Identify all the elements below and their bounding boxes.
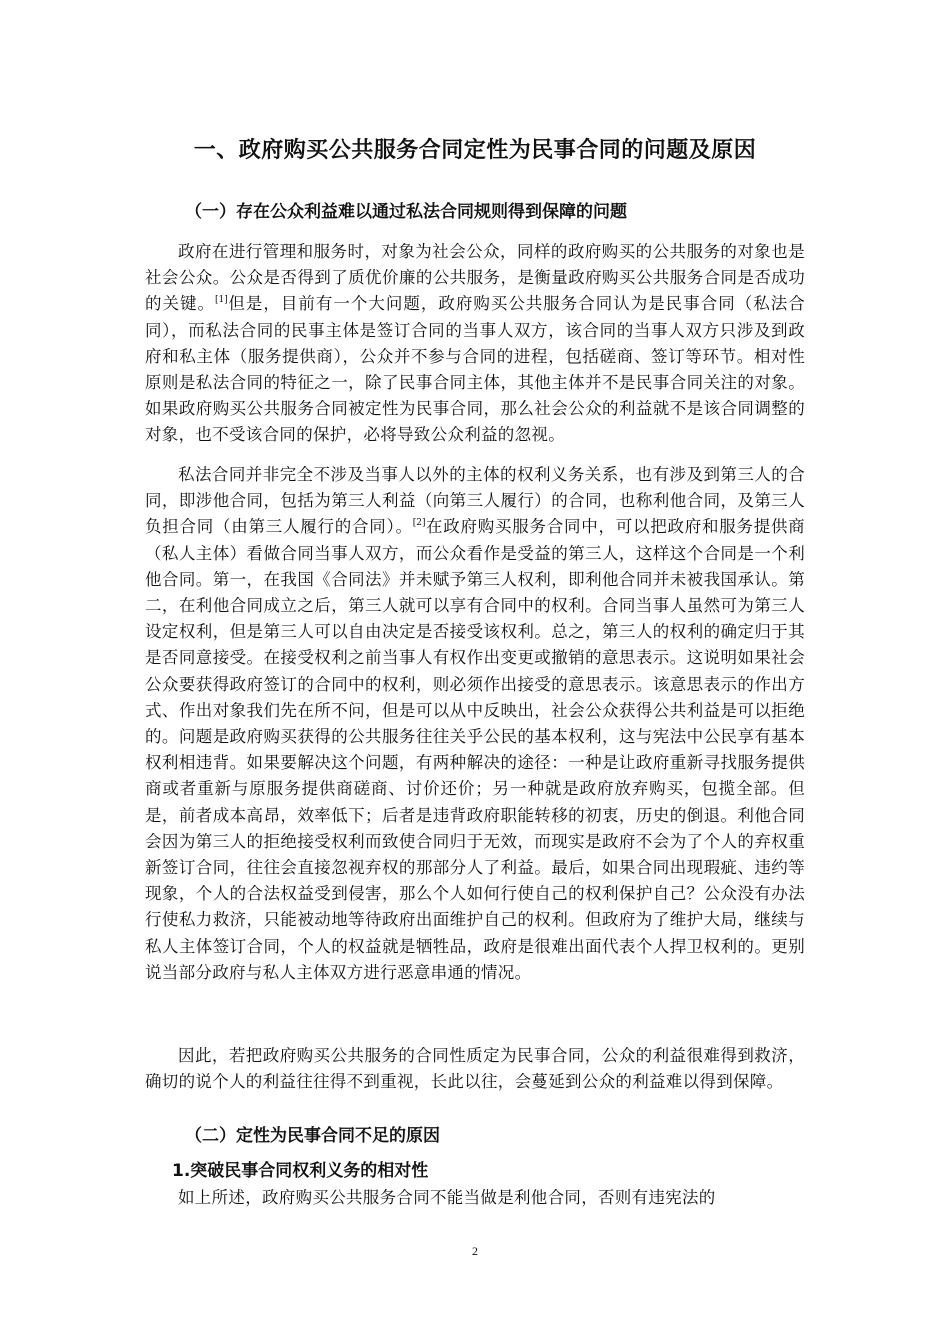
paragraph-2 — [145, 462, 805, 986]
section-title-1: （一）存在公众利益难以通过私法合同规则得到保障的问题 — [185, 202, 627, 222]
paragraph-2-text-a: 私法合同并非完全不涉及当事人以外的主体的权利义务关系，也有涉及到第三人的合同，即涉他合同，包括为第三人利益（向第三人履行）的合同，也称利他合同，及第三人负担合同（由第三人履行的合同）。 — [145, 465, 805, 537]
paragraph-1 — [145, 239, 805, 449]
citation-1[interactable]: [1] — [214, 295, 228, 306]
paragraph-4: 如上所述，政府购买公共服务合同不能当做是利他合同，否则有违宪法的 — [178, 1188, 716, 1207]
paragraph-1-text-b: 但是，目前有一个大问题，政府购买公共服务合同认为是民事合同（私法合同），而私法合同的民事主体是签订合同的当事人双方，该合同的当事人双方只涉及到政府和私主体（服务提供商），公众并不参与合同的进程，包括磋商、签订等环节。相对性原则是私法合同的特征之一，除了民事合同主体，其他主体并不是民事合同关注的对象。如果政府购买公共服务合同被定性为民事合同，那么社会公众的利益就不是该合同调整的对象，也不受该合同的保护，必将导致公众利益的忽视。 — [145, 294, 806, 445]
paragraph-1-text-a: 政府在进行管理和服务时，对象为社会公众，同样的政府购买的公共服务的对象也是社会公众。公众是否得到了质优价廉的公共服务，是衡量政府购买公共服务合同是否成功的关键。 — [145, 242, 805, 314]
paragraph-2-text-b: 在政府购买服务合同中，可以把政府和服务提供商（私人主体）看做合同当事人双方，而公众看作是受益的第三人，这样这个合同是一个利他合同。第一，在我国《合同法》并未赋予第三人权利，即利他合同并未被我国承认。第二，在利他合同成立之后，第三人就可以享有合同中的权利。合同当事人虽然可为第三人设定权利，但是第三人可以自由决定是否接受该权利。总之，第三人的权利的确定归于其是否同意接受。在接受权利之前当事人有权作出变更或撤销的意思表示。这说明如果社会公众要获得政府签订的合同中的权利，则必须作出接受的意思表示。该意思表示的作出方式、作出对象我们先在所不问，但是可以从中反映出，社会公众获得公共利益是可以拒绝的。问题是政府购买获得的公共服务往往关乎公民的基本权利，这与宪法中公民享有基本权利相违背。如果要解决这个问题，有两种解决的途径：一种是让政府重新寻找服务提供商或者重新与原服务提供商磋商、讨价还价；另一种就是政府放弃购买，包揽全部。但是，前者成本高昂，效率低下；后者是违背政府职能转移的初衷，历史的倒退。利他合同会因为第三人的拒绝接受权利而致使合同归于无效，而现实是政府不会为了个人的弃权重新签订合同，往往会直接忽视弃权的那部分人了利益。最后，如果合同出现瑕疵、违约等现象，个人的合法权益受到侵害，那么个人如何行使自己的权利保护自己？公众没有办法行使私力救济，只能被动地等待政府出面维护自己的权利。但政府为了维护大局，继续与私人主体签订合同，个人的权益就是牺牲品，政府是很难出面代表个人捍卫权利的。更别说当部分政府与私人主体双方进行恶意串通的情况。 — [145, 517, 805, 982]
subsection-title-1: 1.突破民事合同权利义务的相对性 — [172, 1161, 429, 1181]
citation-2[interactable]: [2] — [412, 518, 426, 529]
section-title-2: （二）定性为民事合同不足的原因 — [185, 1126, 440, 1146]
chapter-title: 一、政府购买公共服务合同定性为民事合同的问题及原因 — [193, 138, 757, 163]
paragraph-3: 因此，若把政府购买公共服务的合同性质定为民事合同，公众的利益很难得到救济，确切的说个人的利益往往得不到重视，长此以往，会蔓延到公众的利益难以得到保障。 — [145, 1046, 805, 1092]
page-number: 2 — [472, 1244, 478, 1258]
